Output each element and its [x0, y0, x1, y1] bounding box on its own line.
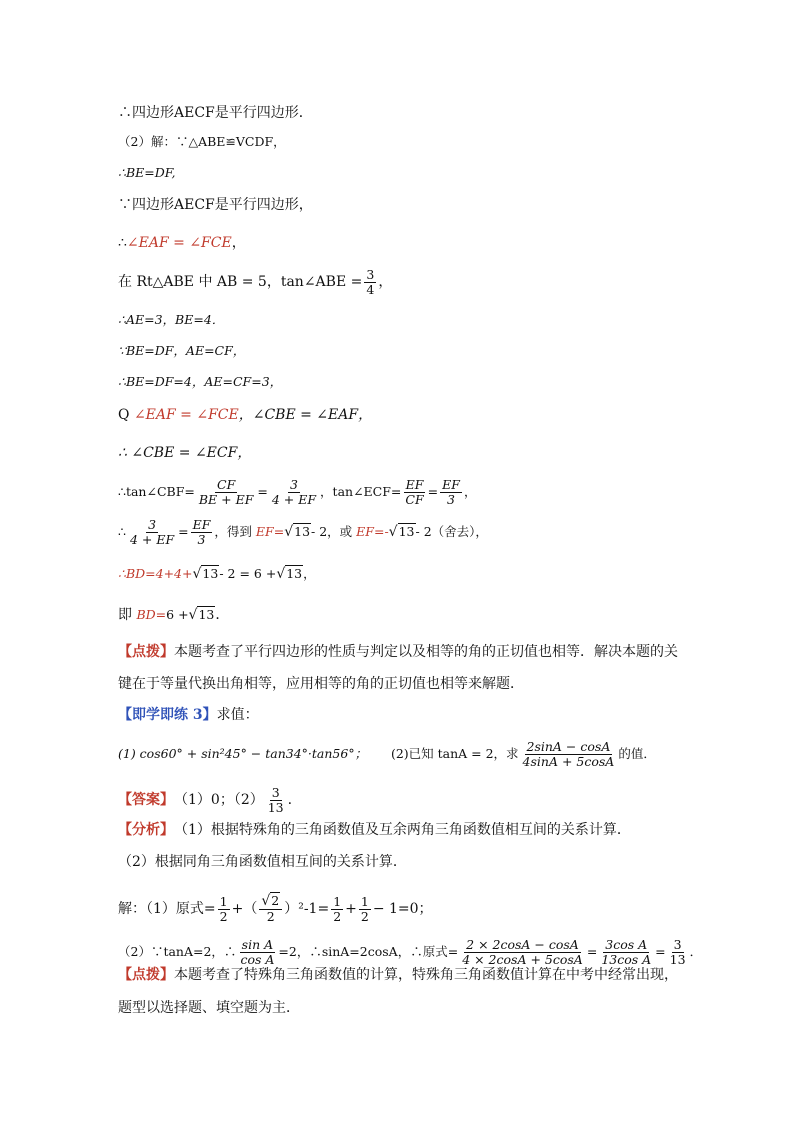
numerator: 2sinA − cosA: [526, 739, 611, 754]
practice-tag: 【即学即练 3】: [118, 707, 217, 723]
denominator: 4 + EF: [129, 531, 175, 547]
line-text: （1）0；（2）: [174, 792, 264, 809]
fraction: √2 2: [259, 894, 282, 924]
line-text: 键在于等量代换出角相等，应用相等的角的正切值也相等来解题．: [118, 676, 524, 692]
punct: ，: [231, 235, 246, 251]
numerator: 1: [219, 893, 228, 909]
fraction: [403, 478, 425, 507]
line-text: ∴四边形AECF是平行四边形．: [118, 105, 313, 121]
numerator: 3: [148, 517, 157, 532]
radicand: 13: [398, 524, 415, 540]
line-text: − 1=0；: [372, 901, 433, 918]
sqrt: √13: [188, 607, 215, 623]
numerator: 1: [360, 893, 369, 909]
equals: =: [427, 484, 439, 499]
numerator: 2 × 2cosA − cosA: [466, 937, 579, 952]
analysis-tag: 【分析】: [118, 822, 174, 838]
fraction: [359, 895, 371, 924]
fraction: [238, 938, 276, 967]
text-line: [118, 408, 372, 422]
equals: =: [178, 524, 189, 539]
text-line: [118, 894, 433, 924]
numerator: EF: [405, 477, 424, 492]
denominator: 13: [267, 799, 284, 815]
line-text: ∴tan∠CBF=: [118, 484, 195, 499]
sqrt: √13: [284, 524, 311, 541]
text-line: [118, 518, 488, 547]
denominator: 13: [669, 951, 686, 967]
line-text: ∵BE=DF，AE=CF，: [118, 343, 246, 358]
text-line: [118, 740, 656, 769]
fraction: [266, 786, 286, 815]
line-text: (2)已知 tanA = 2，求: [390, 746, 519, 761]
line-text: EF=: [255, 524, 285, 539]
text-line: [118, 167, 175, 180]
denominator: 2: [219, 908, 228, 924]
line-text: ）²-1=: [284, 901, 330, 918]
line-text: ∴AE=3，BE=4．: [118, 312, 225, 327]
text-line: [118, 823, 631, 837]
punct: ，: [378, 274, 393, 291]
denominator: 2: [333, 908, 342, 924]
equals: =: [655, 944, 666, 959]
text-line: [118, 236, 246, 250]
numerator: 3cos A: [605, 937, 648, 952]
angle-equation: ∠EAF = ∠FCE: [133, 407, 239, 423]
radicand: 13: [202, 566, 219, 581]
denominator: 2: [266, 909, 275, 925]
line-text: 本题考查了特殊角三角函数值的计算，特殊角三角函数值计算在中考中经常出现，: [174, 967, 678, 983]
equals: =: [257, 484, 268, 499]
answer-tag: 【答案】: [118, 792, 174, 809]
equals: =: [586, 944, 598, 959]
fraction: [270, 478, 318, 507]
sqrt: √13: [192, 566, 219, 582]
denominator: BE + EF: [198, 491, 254, 507]
line-text: - 2 = 6 +: [219, 565, 277, 581]
punct: ．: [689, 944, 703, 959]
line-text: 的值．: [618, 746, 656, 761]
line-text: =2，∴sinA=2cosA，∴原式=: [278, 944, 459, 959]
therefore-symbol: ∴: [118, 235, 127, 251]
line-text: ，得到: [214, 524, 252, 539]
text-line: [118, 198, 313, 212]
line-text: 题型以选择题、填空题为主．: [118, 1000, 300, 1016]
punct: ，: [303, 565, 316, 581]
text-line: [118, 106, 313, 120]
text-line: [118, 376, 282, 389]
text-line: [118, 567, 316, 581]
line-text: +（: [231, 901, 258, 918]
line-text: - 2（舍去），: [415, 524, 488, 539]
fraction: [440, 478, 462, 507]
fraction: [521, 740, 617, 769]
text-line: [118, 708, 259, 722]
text-line: [118, 314, 224, 327]
text-line: [118, 938, 702, 967]
numerator: 3: [673, 937, 682, 952]
numerator: EF: [442, 477, 460, 492]
fraction: [128, 518, 176, 547]
text-line: [118, 446, 251, 460]
line-text: BD=: [136, 606, 167, 622]
fraction: [599, 938, 653, 967]
line-text: （2）根据同角三角函数值相互间的关系计算．: [118, 854, 407, 870]
therefore-symbol: ∴: [118, 524, 126, 539]
denominator: 3: [197, 531, 206, 547]
line-text: 求值：: [216, 707, 259, 723]
line-text: ∵四边形AECF是平行四边形，: [118, 197, 313, 213]
numerator: CF: [217, 477, 236, 492]
denominator: 2: [360, 908, 369, 924]
numerator: 3: [366, 267, 375, 282]
denominator: cos A: [240, 951, 275, 967]
radicand: 2: [271, 893, 280, 908]
line-text: ，∠CBE = ∠EAF，: [238, 407, 373, 423]
denominator: 4sinA + 5cosA: [522, 753, 615, 769]
line-text: - 2，或: [311, 524, 353, 539]
punct: ，: [463, 484, 477, 499]
numerator: EF: [192, 517, 211, 532]
numerator: 1: [333, 893, 342, 909]
text-line: [118, 608, 229, 622]
text-line: [118, 968, 678, 982]
denominator: 13cos A: [601, 951, 652, 967]
line-text: 本题考查了平行四边形的性质与判定以及相等的角的正切值也相等．解决本题的关: [174, 644, 678, 660]
text-line: [118, 1001, 300, 1015]
line-text: 在 Rt△ABE 中 AB = 5，tan∠ABE =: [118, 274, 363, 291]
denominator: 3: [447, 491, 455, 507]
line-text: ∴BE=DF,: [118, 165, 176, 180]
fraction: [218, 895, 230, 924]
text-line: [118, 478, 476, 507]
because-symbol: Q: [118, 407, 130, 423]
fraction: [197, 478, 256, 507]
tip-tag: 【点拨】: [118, 967, 174, 983]
line-text: 解：（1）原式=: [118, 901, 216, 918]
denominator: 4: [366, 281, 375, 297]
line-text: （2）∵tanA=2，∴: [118, 944, 237, 959]
denominator: 4 + EF: [271, 491, 317, 507]
punct: ．: [215, 607, 230, 623]
sqrt: √13: [388, 524, 415, 541]
text-line: [118, 677, 524, 691]
radicand: 13: [198, 607, 215, 622]
numerator: 3: [289, 477, 298, 492]
numerator: 3: [271, 785, 280, 800]
fraction: [331, 895, 343, 924]
line-text: ∴BE=DF=4，AE=CF=3，: [118, 374, 283, 389]
line-text: ∴ ∠CBE = ∠ECF，: [118, 445, 252, 461]
punct: .: [287, 792, 293, 809]
fraction: [460, 938, 585, 967]
line-text: （2）解：∵△ABE≌VCDF，: [118, 134, 286, 149]
line-text: (1) cos60° + sin²45° − tan34°·tan56°；: [118, 746, 368, 761]
line-text: 即: [118, 607, 132, 623]
denominator: 4 × 2cosA + 5cosA: [462, 951, 583, 967]
radicand: 13: [286, 566, 303, 581]
angle-equation: ∠EAF = ∠FCE: [126, 235, 232, 251]
sqrt: √13: [276, 566, 303, 582]
denominator: CF: [405, 491, 424, 507]
line-text: ∴BD=4+4+: [118, 565, 193, 581]
text-line: [118, 786, 292, 815]
fraction: [668, 938, 688, 967]
line-text: 6 +: [166, 606, 189, 622]
line-text: EF=-: [356, 524, 389, 539]
line-text: （1）根据特殊角的三角函数值及互余两角三角函数值相互间的关系计算．: [174, 822, 631, 838]
fraction: [191, 518, 213, 547]
plus: +: [345, 901, 357, 918]
radicand: 13: [294, 524, 311, 540]
line-text: ，tan∠ECF=: [320, 484, 402, 499]
tip-tag: 【点拨】: [118, 644, 174, 660]
text-line: [118, 645, 678, 659]
fraction: [364, 268, 376, 297]
numerator: sin A: [241, 937, 274, 952]
text-line: [118, 855, 407, 869]
text-line: [118, 136, 286, 149]
text-line: [118, 268, 392, 297]
text-line: [118, 345, 245, 358]
